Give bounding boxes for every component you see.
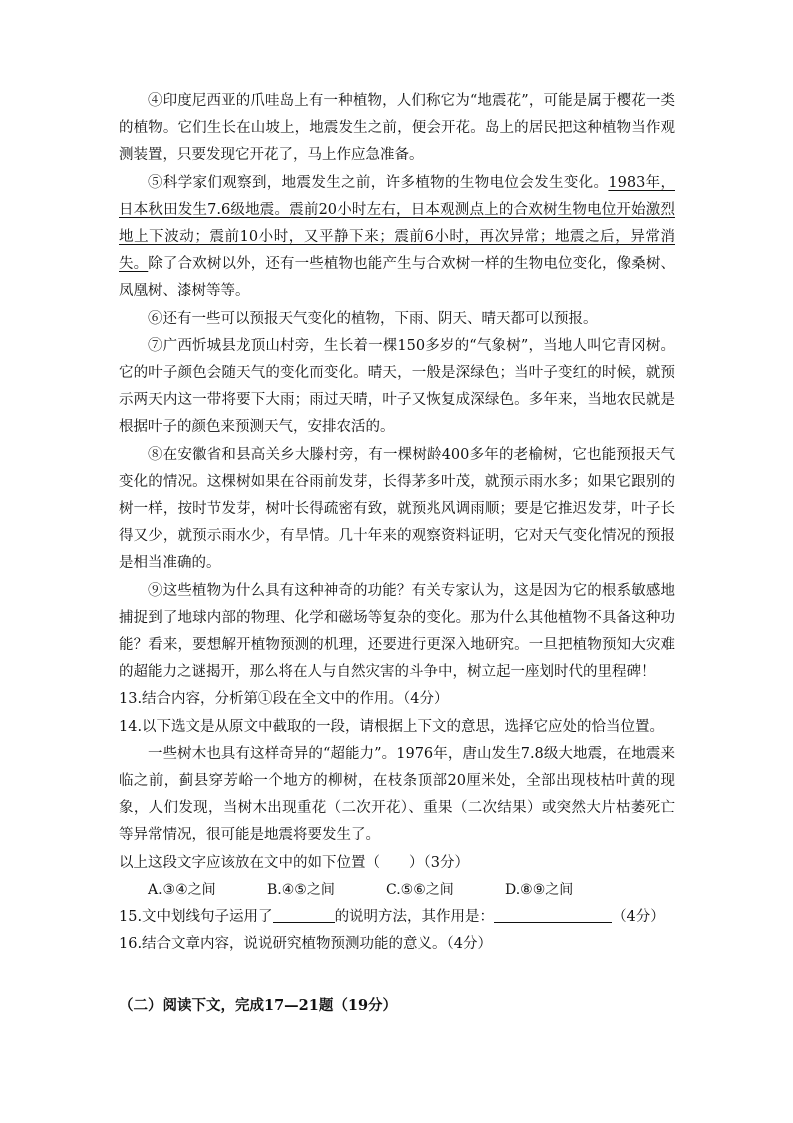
question-16: 16.结合文章内容，说说研究植物预测功能的意义。（4分） [119,936,493,953]
option-b[interactable]: B.④⑤之间 [267,881,335,898]
question-15-lead: 15.文中划线句子运用了 [119,909,273,926]
paragraph-9: ⑨这些植物为什么具有这种神奇的功能？有关专家认为，这是因为它的根系敏感地捕捉到了地球内部的物理、化学和磁场等复杂的变化。那为什么其他植物不具备这种功能？看来，要想解开植物预测的机理，还要进行更深入地研究。一旦把植物预知大灾难的超能力之谜揭开，那么将在人与自然灾害的斗争中，树立起一座划时代的里程碑！ [119,582,675,681]
paragraph-6: ⑥还有一些可以预报天气变化的植物，下雨、阴天、晴天都可以预报。 [148,310,598,327]
question-15-middle: 的说明方法，其作用是： [334,909,495,926]
question-14: 14.以下选文是从原文中截取的一段，请根据上下文的意思，选择它应处的恰当位置。 [119,718,665,735]
option-c[interactable]: C.⑤⑥之间 [386,881,454,898]
answer-blank-method[interactable] [273,908,335,923]
answer-blank-effect[interactable] [494,908,612,923]
paragraph-5-tail: 除了合欢树以外，还有一些植物也能产生与合欢树一样的生物电位变化，像桑树、凤凰树、漆树等等。 [119,256,676,300]
paragraph-5 [119,170,675,306]
option-a[interactable]: A.③④之间 [148,881,216,898]
paragraph-4: ④印度尼西亚的爪哇岛上有一种植物，人们称它为“地震花”，可能是属于樱花一类的植物。它们生长在山坡上，地震发生之前，便会开花。岛上的居民把这种植物当作观测装置，只要发现它开花了，马上作应急准备。 [119,93,675,164]
question-14-excerpt: 一些树木也具有这样奇异的“超能力”。1976年，唐山发生7.8级大地震，在地震来临之前，蓟县穿芳峪一个地方的柳树，在枝条顶部20厘米处，全部出现枝枯叶黄的现象，人们发现，当树木出现重花（二次开花）、重果（二次结果）或突然大片枯萎死亡等异常情况，很可能是地震将要发生了。 [119,745,675,844]
paragraph-7: ⑦广西忻城县龙顶山村旁，生长着一棵150多岁的“气象树”，当地人叫它青冈树。它的叶子颜色会随天气的变化而变化。晴天，一般是深绿色；当叶子变红的时候，就预示两天内这一带将要下大雨；雨过天晴，叶子又恢复成深绿色。多年来，当地农民就是根据叶子的颜色来预测天气，安排农活的。 [119,337,675,436]
paragraph-8: ⑧在安徽省和县高关乡大滕村旁，有一棵树龄400多年的老榆树，它也能预报天气变化的情况。这棵树如果在谷雨前发芽，长得茅多叶茂，就预示雨水多；如果它跟别的树一样，按时节发芽，树叶长得疏密有致，就预兆风调雨顺；要是它推迟发芽，叶子长得又少，就预示雨水少，有旱情。几十年来的观察资料证明，它对天气变化情况的预报是相当准确的。 [119,446,675,572]
question-14-options [119,877,675,904]
question-14-prompt: 以上这段文字应该放在文中的如下位置（ ）（3分） [119,854,469,871]
option-d[interactable]: D.⑧⑨之间 [505,881,574,898]
question-15-score: （4分） [612,909,665,926]
underlined-sentence: 1983年，日本秋田发生7.6级地震。震前20小时左右，日本观测点上的合欢树生物电位开始激烈地上下波动；震前10小时，又平静下来；震前6小时，再次异常；地震之后，异常消失。 [119,174,675,273]
paragraph-5-lead: ⑤科学家们观察到，地震发生之前，许多植物的生物电位会发生变化。 [148,174,609,191]
section-heading: （二）阅读下文，完成17—21题（19分） [119,997,398,1014]
question-13: 13.结合内容，分析第①段在全文中的作用。（4分） [119,691,449,708]
document-body [119,88,675,959]
question-15 [119,904,675,931]
